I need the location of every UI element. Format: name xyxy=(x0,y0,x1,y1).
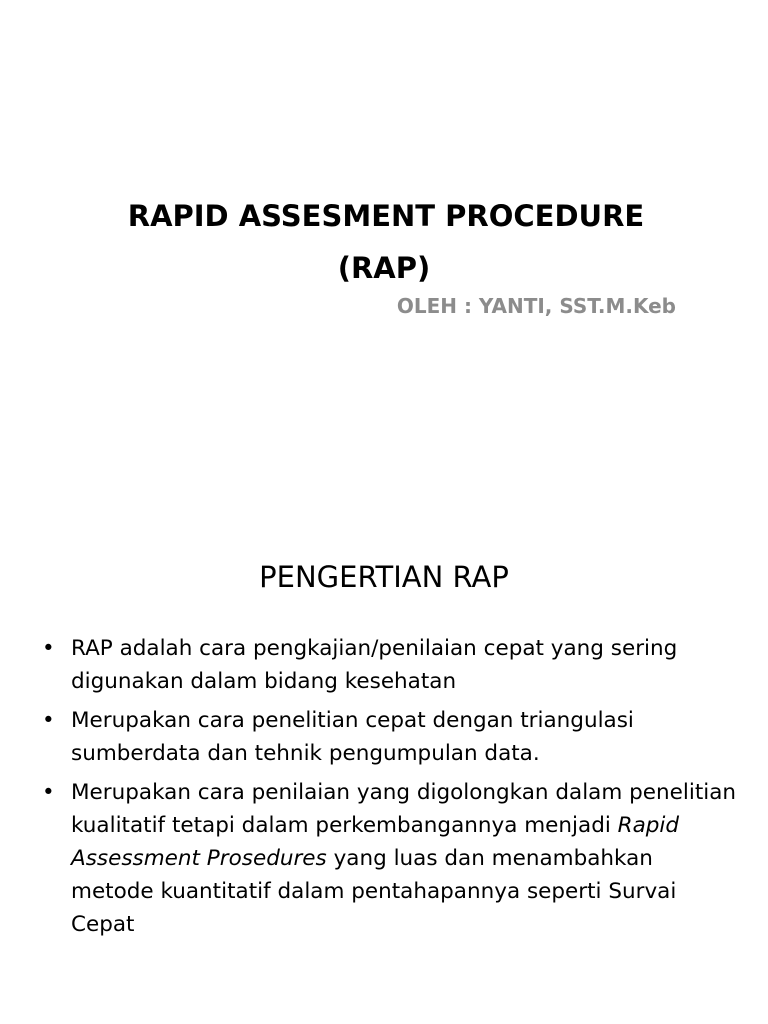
content-slide xyxy=(0,512,768,1024)
bullet-item xyxy=(42,704,742,770)
bullet-item xyxy=(42,776,742,941)
bullet-dot-icon: • xyxy=(42,636,55,661)
section-title: PENGERTIAN RAP xyxy=(259,560,509,594)
slide-title-line-1: RAPID ASSESMENT PROCEDURE xyxy=(127,199,645,233)
bullet-item xyxy=(42,632,742,698)
bullet-text-before: Merupakan cara penilaian yang digolongkan dalam penelitian kualitatif tetapi dalam perkembangannya menjadi xyxy=(71,780,737,838)
bullet-text: Merupakan cara penelitian cepat dengan triangulasi sumberdata dan tehnik pengumpulan data. xyxy=(71,708,634,766)
bullet-list xyxy=(42,632,742,947)
bullet-text-after: yang luas dan menambahkan metode kuantitatif dalam pentahapannya seperti Survai Cepat xyxy=(71,846,677,937)
author-subtitle: OLEH : YANTI, SST.M.Keb xyxy=(396,294,676,318)
bullet-dot-icon: • xyxy=(42,708,55,733)
slide-title-line-2: (RAP) xyxy=(337,251,431,285)
bullet-text: RAP adalah cara pengkajian/penilaian cepat yang sering digunakan dalam bidang kesehatan xyxy=(71,636,678,694)
bullet-dot-icon: • xyxy=(42,780,55,805)
bullet-text-italic: Rapid Assessment Prosedures xyxy=(71,813,680,871)
